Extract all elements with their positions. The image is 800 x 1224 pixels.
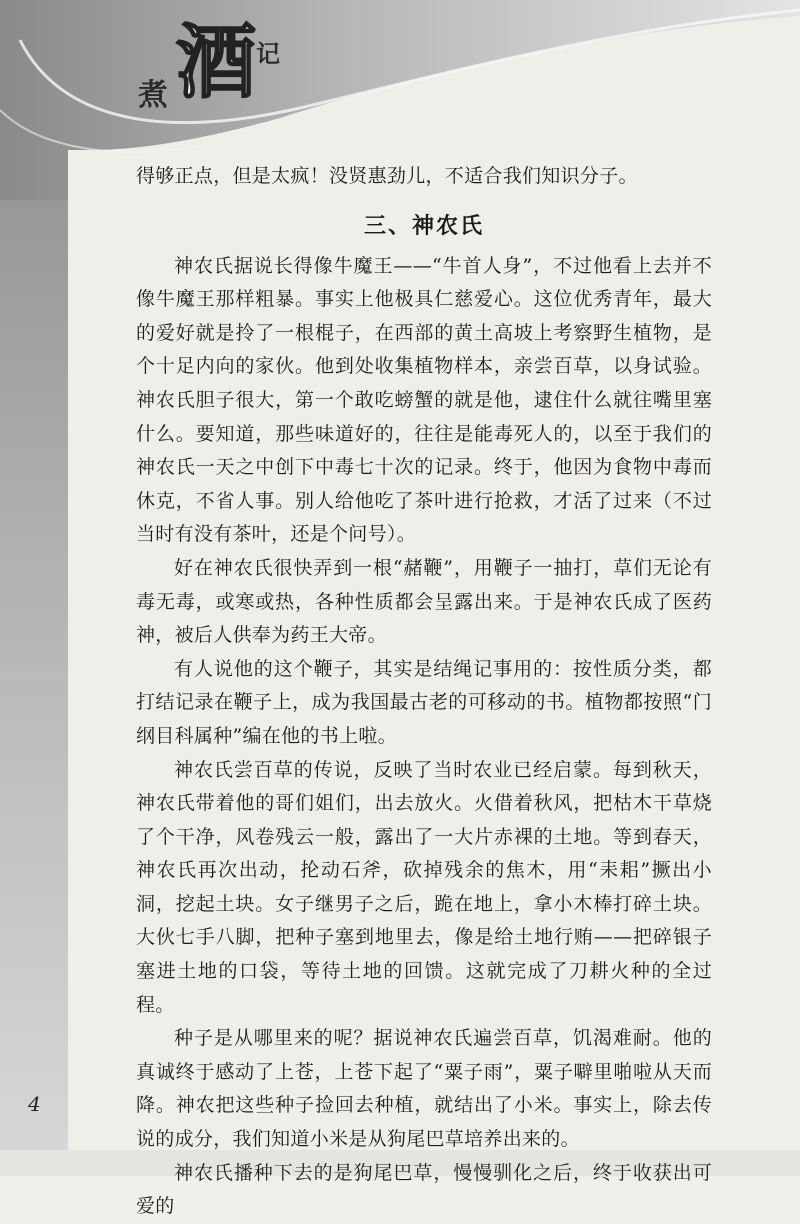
- paragraph-2: 好在神农氏很快弄到一根“赭鞭”，用鞭子一抽打，草们无论有毒无毒，或寒或热，各种性质都会呈露出来。于是神农氏成了医药神，被后人供奉为药王大帝。: [136, 556, 712, 647]
- paragraph-6: 神农氏播种下去的是狗尾巴草，慢慢驯化之后，终于收获出可爱的: [136, 1161, 712, 1218]
- page-content: [136, 160, 712, 1224]
- paragraph-1: 神农氏据说长得像牛魔王——“牛首人身”，不过他看上去并不像牛魔王那样粗暴。事实上他极具仁慈爱心。这位优秀青年，最大的爱好就是拎了一根棍子，在西部的黄土高坡上考察野生植物，是个十足内向的家伙。他到处收集植物样本，亲尝百草，以身试验。神农氏胆子很大，第一个敢吃螃蟹的就是他，逮住什么就往嘴里塞什么。要知道，那些味道好的，往往是能毒死人的，以至于我们的神农氏一天之中创下中毒七十次的记录。终于，他因为食物中毒而休克，不省人事。别人给他吃了茶叶进行抢救，才活了过来（不过当时有没有茶叶，还是个问号）。: [136, 254, 712, 546]
- logo-char-1: 煮: [138, 78, 168, 113]
- section-title: 三、神农氏: [363, 212, 484, 239]
- logo-char-2: 酒: [176, 15, 256, 109]
- book-logo: [138, 15, 298, 113]
- paragraph-4: 神农氏尝百草的传说，反映了当时农业已经启蒙。每到秋天，神农氏带着他的哥们姐们，出去放火。火借着秋风，把枯木干草烧了个干净，风卷残云一般，露出了一大片赤裸的土地。等到春天，神农氏再次出动，抡动石斧，砍掉残余的焦木，用“耒耜”撅出小洞，挖起土块。女子继男子之后，跪在地上，拿小木棒打碎土块。大伙七手八脚，把种子塞到地里去，像是给土地行贿——把碎银子塞进土地的口袋，等待土地的回馈。这就完成了刀耕火种的全过程。: [136, 758, 712, 1016]
- logo-char-3: 记: [256, 39, 280, 68]
- left-margin-strip: [0, 60, 68, 1176]
- lead-line: 得够正点，但是太疯！没贤惠劲儿，不适合我们知识分子。: [136, 165, 638, 187]
- page-number: 4: [28, 1092, 41, 1116]
- paragraph-5: 种子是从哪里来的呢？据说神农氏遍尝百草，饥渴难耐。他的真诚终于感动了上苍，上苍下起了“粟子雨”，粟子噼里啪啦从天而降。神农把这些种子捡回去种植，就结出了小米。事实上，除去传说的成分，我们知道小米是从狗尾巴草培养出来的。: [136, 1027, 712, 1151]
- paragraph-3: 有人说他的这个鞭子，其实是结绳记事用的：按性质分类，都打结记录在鞭子上，成为我国最古老的可移动的书。植物都按照“门纲目科属种”编在他的书上啦。: [136, 657, 712, 747]
